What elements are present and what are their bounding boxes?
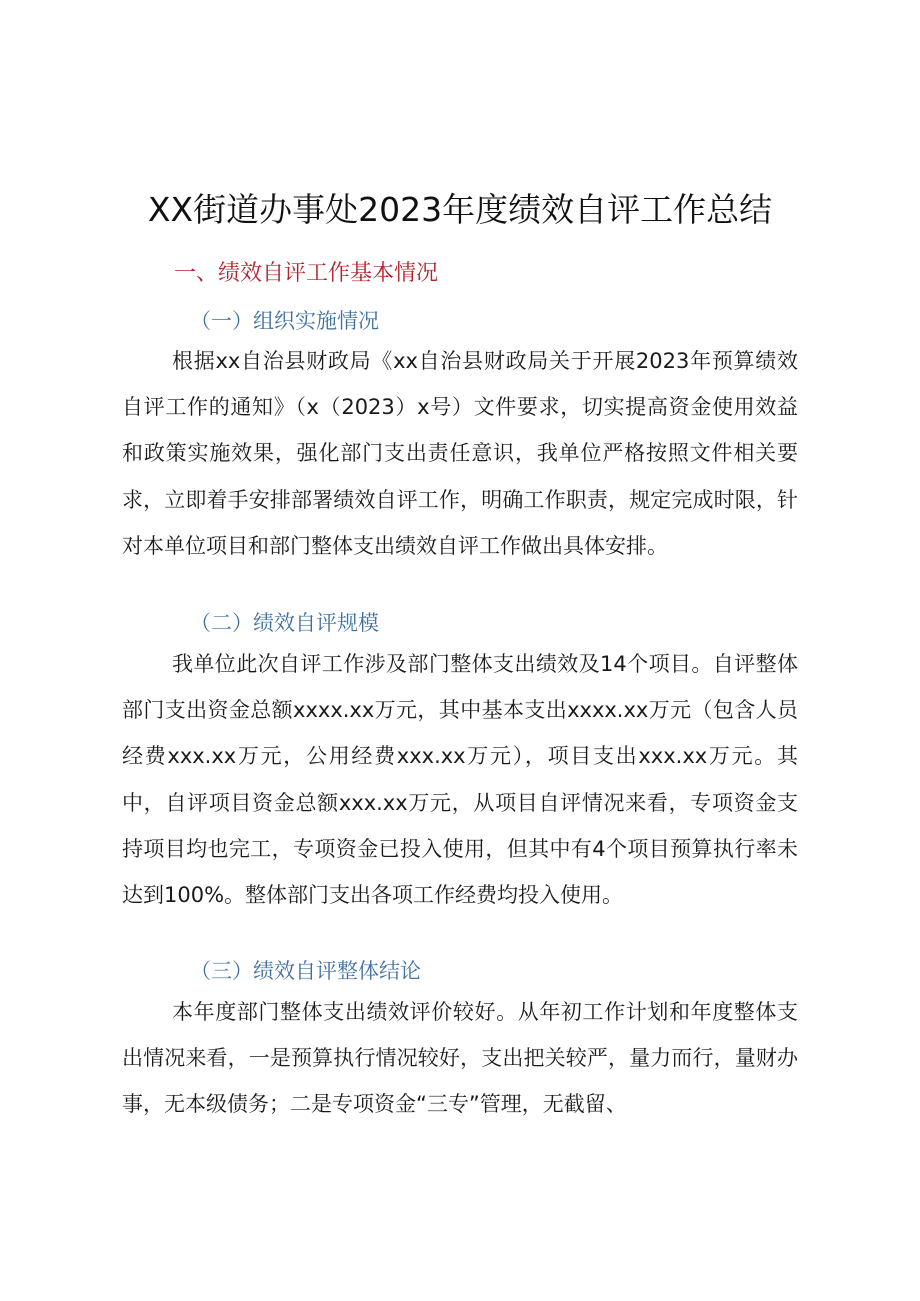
section-heading-basic-situation: 一、绩效自评工作基本情况 — [174, 261, 439, 286]
paragraph-conclusion: 本年度部门整体支出绩效评价较好。从年初工作计划和年度整体支出情况来看，一是预算执行情况较好，支出把关较严，量力而行，量财办事，无本级债务；二是专项资金“三专”管理，无截留、 — [122, 1000, 798, 1117]
subsection-heading-scale: （二）绩效自评规模 — [190, 611, 379, 635]
paragraph-scale: 我单位此次自评工作涉及部门整体支出绩效及14个项目。自评整体部门支出资金总额xxxx.xx万元，其中基本支出xxxx.xx万元（包含人员经费xxx.xx万元，公用经费xxx.xx万元），项目支出xxx.xx万元。其中，自评项目资金总额xxx.xx万元，从项目自评情况来看，专项资金支持项目均也完工，专项资金已投入使用，但其中有4个项目预算执行率未达到100%。整体部门支出各项工作经费均投入使用。 — [122, 652, 798, 908]
subsection-heading-organization: （一）组织实施情况 — [190, 309, 379, 333]
paragraph-organization: 根据xx自治县财政局《xx自治县财政局关于开展2023年预算绩效自评工作的通知》（x（2023）x号）文件要求，切实提高资金使用效益和政策实施效果，强化部门支出责任意识，我单位严格按照文件相关要求，立即着手安排部署绩效自评工作，明确工作职责，规定完成时限，针对本单位项目和部门整体支出绩效自评工作做出具体安排。 — [122, 349, 798, 558]
document-title: XX街道办事处2023年度绩效自评工作总结 — [147, 190, 773, 229]
subsection-heading-conclusion: （三）绩效自评整体结论 — [190, 959, 421, 983]
